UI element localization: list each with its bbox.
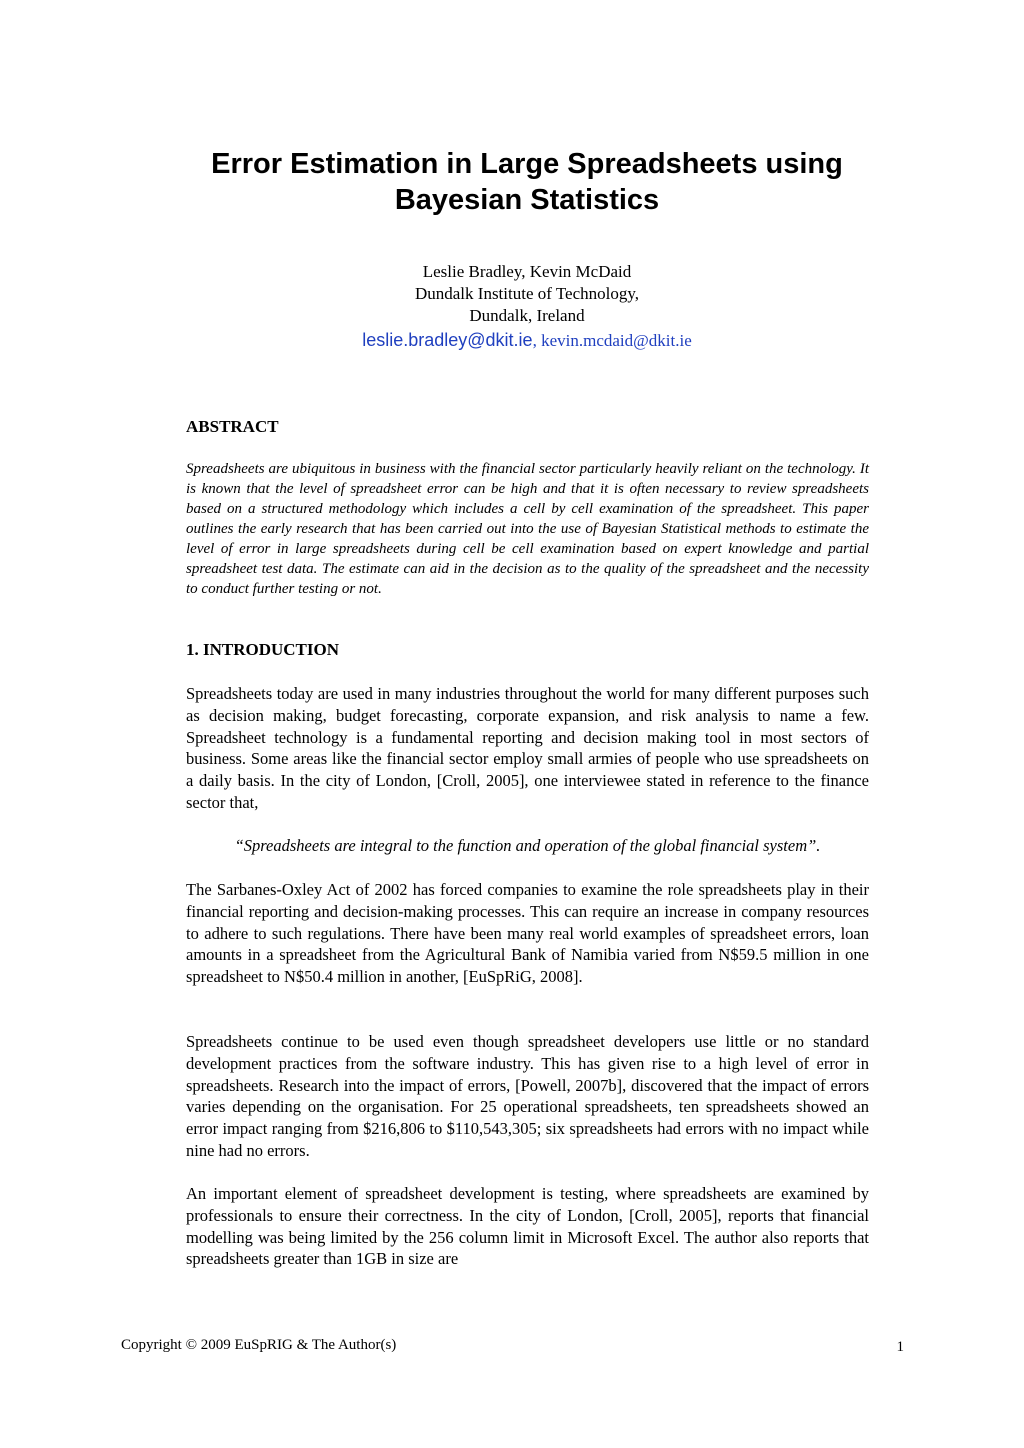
introduction-heading: 1. INTRODUCTION <box>186 640 340 659</box>
intro-quote: “Spreadsheets are integral to the function and operation of the global financial system”. <box>234 836 821 855</box>
intro-paragraph-4: An important element of spreadsheet development is testing, where spreadsheets are examined by professionals to ensure their correctness. In the city of London, [Croll, 2005], reports that financial modelling was being limited by the 256 column limit in Microsoft Excel. The author also reports that spreadsheets greater than 1GB in size are <box>186 1184 869 1269</box>
email-separator: , <box>532 331 542 350</box>
location: Dundalk, Ireland <box>469 306 585 325</box>
email-link-mcdaid[interactable]: kevin.mcdaid@dkit.ie <box>541 331 692 350</box>
title-line-2: Bayesian Statistics <box>394 184 660 216</box>
intro-paragraph-1: Spreadsheets today are used in many industries throughout the world for many different purposes such as decision making, budget forecasting, corporate expansion, and risk analysis to name a few. Spreadsheet technology is a fundamental reporting and decision making tool in most sectors of business. Some areas like the financial sector employ small armies of people who use spreadsheets on a daily basis. In the city of London, [Croll, 2005], one interviewee stated in reference to the finance sector that, <box>186 684 869 812</box>
title-line-1: Error Estimation in Large Spreadsheets using <box>211 148 843 180</box>
email-line <box>140 328 914 354</box>
copyright-footer: Copyright © 2009 EuSpRIG & The Author(s) <box>121 1337 397 1353</box>
email-link-bradley[interactable]: leslie.bradley@dkit.ie <box>362 330 533 350</box>
abstract-heading: ABSTRACT <box>186 417 279 436</box>
page-number: 1 <box>896 1339 904 1355</box>
author-block <box>140 261 914 327</box>
intro-paragraph-3: Spreadsheets continue to be used even though spreadsheet developers use little or no standard development practices from the software industry. This has given rise to a high level of error in spreadsheets. Research into the impact of errors, [Powell, 2007b], discovered that the impact of errors varies depending on the organisation. For 25 operational spreadsheets, ten spreadsheets showed an error impact ranging from $216,806 to $110,543,305; six spreadsheets had errors with no impact while nine had no errors. <box>186 1032 869 1160</box>
intro-paragraph-2: The Sarbanes-Oxley Act of 2002 has forced companies to examine the role spreadsheets play in their financial reporting and decision-making processes. This can require an increase in company resources to adhere to such regulations. There have been many real world examples of spreadsheet errors, loan amounts in a spreadsheet from the Agricultural Bank of Namibia varied from N$59.5 million in one spreadsheet to N$50.4 million in another, [EuSpRiG, 2008]. <box>186 880 869 987</box>
abstract-text: Spreadsheets are ubiquitous in business with the financial sector particularly heavily reliant on the technology. It is known that the level of spreadsheet error can be high and that it is often necessary to review spreadsheets based on a structured methodology which includes a cell by cell examination of the spreadsheet. This paper outlines the early research that has been carried out into the use of Bayesian Statistical methods to estimate the level of error in large spreadsheets during cell be cell examination based on expert knowledge and partial spreadsheet test data. The estimate can aid in the decision as to the quality of the spreadsheet and the necessity to conduct further testing or not. <box>186 461 869 597</box>
author-names: Leslie Bradley, Kevin McDaid <box>422 262 632 281</box>
paper-title <box>140 146 914 218</box>
affiliation: Dundalk Institute of Technology, <box>414 284 640 303</box>
